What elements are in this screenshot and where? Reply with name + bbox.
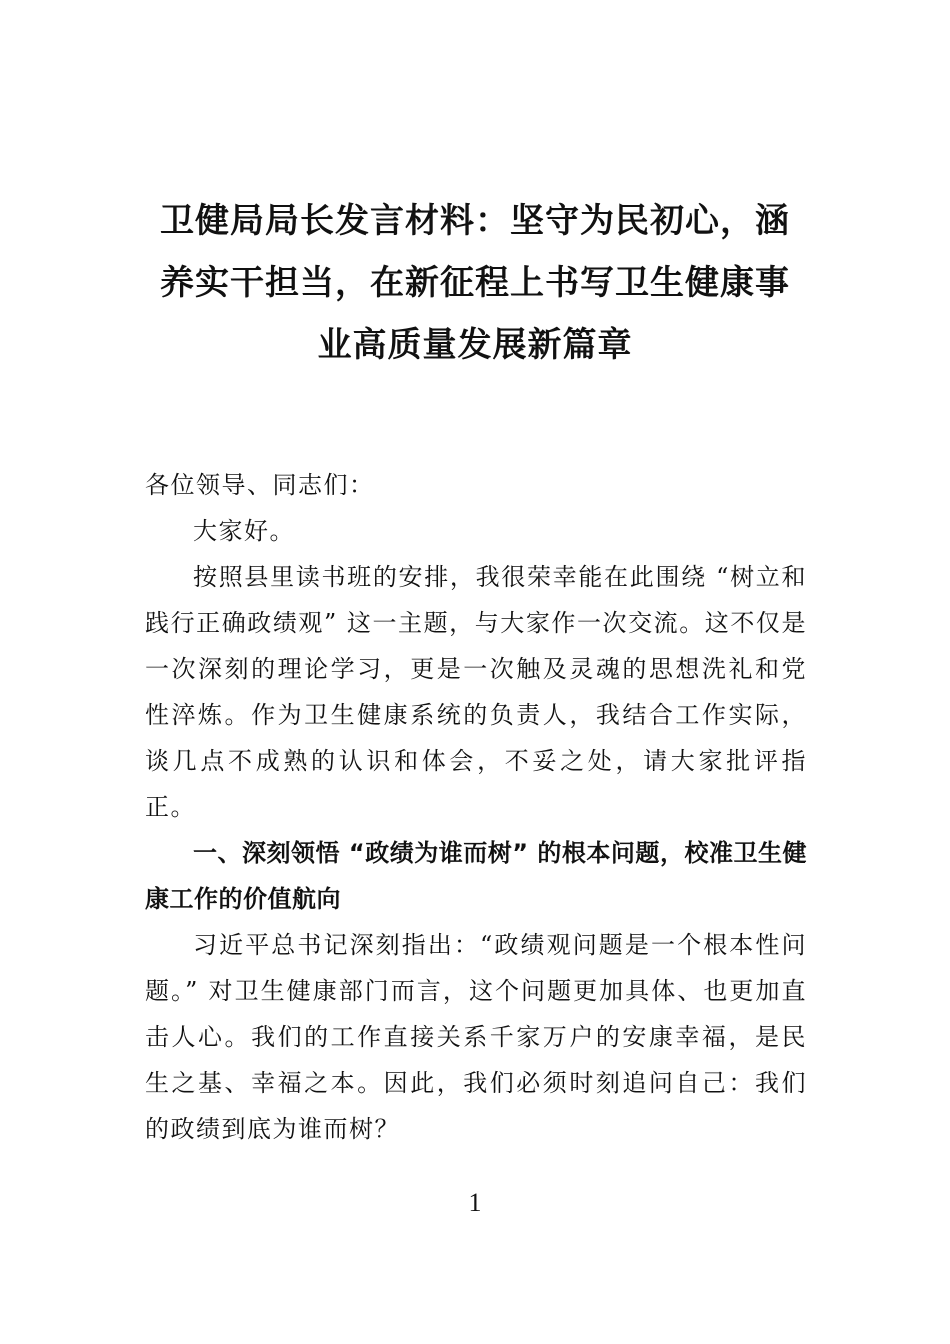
intro-paragraph: 按照县里读书班的安排，我很荣幸能在此围绕 “树立和践行正确政绩观” 这一主题，与大家作一次交流。这不仅是一次深刻的理论学习，更是一次触及灵魂的思想洗礼和党性淬炼。作为卫生健康系统的负责人，我结合工作实际，谈几点不成熟的认识和体会，不妥之处，请大家批评指正。 — [145, 563, 807, 821]
page-number: 1 — [468, 1188, 482, 1217]
section-paragraph: 习近平总书记深刻指出：“政绩观问题是一个根本性问题。” 对卫生健康部门而言，这个问题更加具体、也更加直击人心。我们的工作直接关系千家万户的安康幸福，是民生之基、幸福之本。因此，我们必须时刻追问自己：我们的政绩到底为谁而树？ — [145, 931, 807, 1143]
salutation: 各位领导、同志们： — [145, 471, 375, 499]
section-heading: 一、深刻领悟 “政绩为谁而树” 的根本问题，校准卫生健康工作的价值航向 — [145, 839, 807, 913]
document-title: 卫健局局长发言材料：坚守为民初心，涵养实干担当，在新征程上书写卫生健康事业高质量发展新篇章 — [160, 201, 790, 365]
greeting: 大家好。 — [193, 517, 295, 545]
document-body — [145, 462, 807, 1152]
